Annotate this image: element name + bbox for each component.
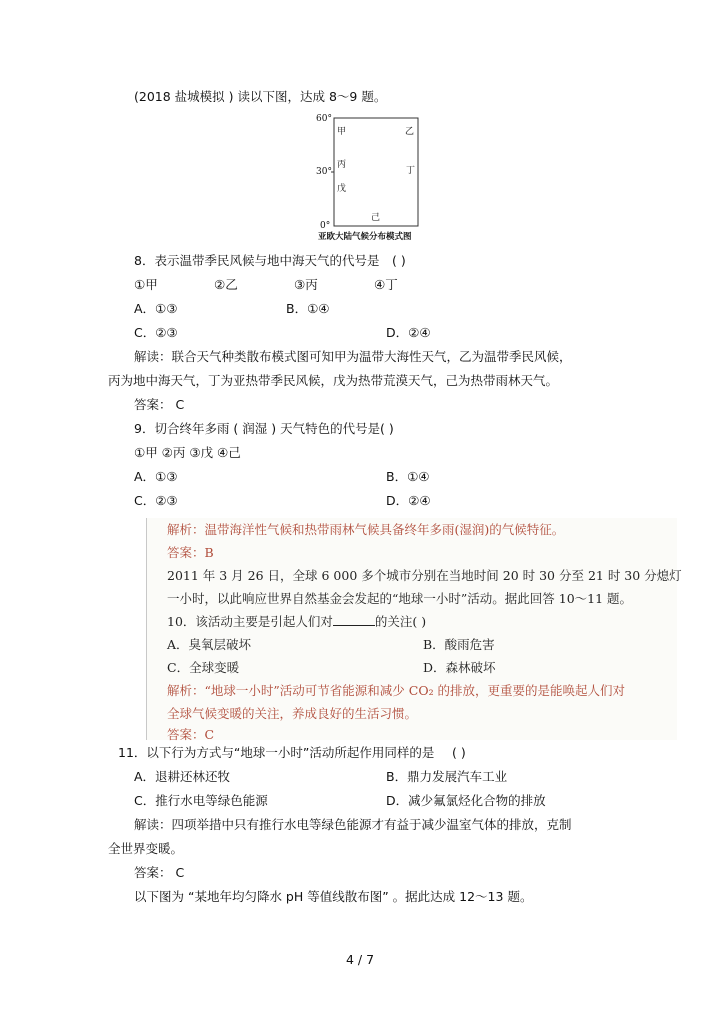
scan-q10-choice-b: B．酸雨危害 bbox=[423, 637, 495, 652]
q11-analysis-line-2: 全世界变暖。 bbox=[108, 841, 184, 856]
q8-choice-d: D．②④ bbox=[386, 325, 431, 340]
scan-q10-choice-a: A．臭氧层破坏 bbox=[167, 637, 252, 652]
scan-q10-blank bbox=[333, 615, 375, 626]
q8-choice-b: B．①④ bbox=[286, 301, 330, 316]
lat-60-label: 60° bbox=[316, 114, 332, 124]
q9-choice-c: C．②③ bbox=[134, 493, 178, 508]
scan-intro-line-1: 2011 年 3 月 26 日，全球 6 000 多个城市分别在当地时间 20 时 30 分至 21 时 30 分熄灯 bbox=[167, 568, 682, 583]
q11-choice-d: D．减少氟氯烃化合物的排放 bbox=[386, 793, 546, 808]
lat-30-label: 30° bbox=[316, 167, 332, 177]
q11-choice-a: A．退耕还林还牧 bbox=[134, 769, 231, 784]
q8-paren: ( ) bbox=[392, 253, 406, 268]
scan-q10-choice-d: D．森林破坏 bbox=[423, 660, 496, 675]
scan-q10-stem bbox=[167, 614, 426, 630]
intro-text: (2018 盐城模拟 ) 读以下图，达成 8～9 题。 bbox=[134, 89, 387, 104]
scan-analysis-9: 解析：温带海洋性气候和热带雨林气候具备终年多雨(湿润)的气候特征。 bbox=[167, 522, 565, 537]
scan-q10-stem-a: 10．该活动主要是引起人们对 bbox=[167, 614, 333, 629]
q8-answer: 答案： C bbox=[134, 397, 185, 412]
scan-q10-choice-c: C．全球变暖 bbox=[167, 660, 240, 675]
label-wu: 戊 bbox=[337, 184, 347, 194]
scanned-insert bbox=[146, 518, 682, 742]
q9-stem: 9．切合终年多雨 ( 润湿 ) 天气特色的代号是 bbox=[134, 421, 381, 436]
q8-choice-c: C．②③ bbox=[134, 325, 178, 340]
q9-options: ①甲 ②丙 ③戊 ④己 bbox=[134, 445, 241, 460]
q9-choice-b: B．①④ bbox=[386, 469, 430, 484]
label-jia: 甲 bbox=[337, 127, 347, 137]
q11-analysis-line-1: 解读：四项举措中只有推行水电等绿色能源才有益于减少温室气体的排放，克制 bbox=[134, 817, 572, 832]
q8-option-3: ③丙 bbox=[294, 277, 318, 292]
q8-option-1: ①甲 bbox=[134, 277, 158, 292]
q9-choice-d: D．②④ bbox=[386, 493, 431, 508]
page-number: 4 / 7 bbox=[346, 952, 375, 967]
q11-choice-c: C．推行水电等绿色能源 bbox=[134, 793, 268, 808]
label-ding: 丁 bbox=[406, 166, 416, 176]
q8-option-2: ②乙 bbox=[214, 277, 238, 292]
scan-answer-10: 答案：C bbox=[167, 727, 215, 742]
q8-analysis-line-2: 丙为地中海天气，丁为亚热带季民风候，戊为热带荒漠天气，己为热带雨林天气。 bbox=[108, 373, 559, 388]
next-passage-intro: 以下图为 “某地年均匀降水 pH 等值线散布图” 。据此达成 12～13 题。 bbox=[134, 889, 533, 904]
q11-choice-b: B．鼎力发展汽车工业 bbox=[386, 769, 508, 784]
q9-choice-a: A．①③ bbox=[134, 469, 178, 484]
q11-paren: ( ) bbox=[452, 745, 466, 760]
label-ji: 己 bbox=[371, 213, 381, 223]
lat-0-label: 0° bbox=[320, 221, 331, 231]
q8-choice-a: A．①③ bbox=[134, 301, 178, 316]
figure-caption: 亚欧大陆气候分布模式图 bbox=[318, 232, 412, 242]
q9-paren: ( ) bbox=[380, 421, 394, 436]
scan-analysis-10-line-2: 全球气候变暖的关注，养成良好的生活习惯。 bbox=[167, 706, 418, 721]
q8-analysis-line-1: 解读：联合天气种类散布模式图可知甲为温带大海性天气，乙为温带季民风候， bbox=[134, 349, 572, 364]
climate-distribution-figure bbox=[316, 112, 428, 246]
q11-stem: 11．以下行为方式与“地球一小时”活动所起作用同样的是 bbox=[118, 745, 435, 760]
q11-answer: 答案： C bbox=[134, 865, 185, 880]
q8-option-4: ④丁 bbox=[374, 277, 398, 292]
scan-intro-line-2: 一小时，以此响应世界自然基金会发起的“地球一小时”活动。据此回答 10～11 题。 bbox=[167, 591, 633, 606]
scan-answer-9: 答案：B bbox=[167, 545, 214, 560]
scan-q10-stem-b: 的关注( ) bbox=[374, 614, 427, 629]
scan-analysis-10-line-1: 解析：“地球一小时”活动可节省能源和减少 CO₂ 的排放，更重要的是能唤起人们对 bbox=[167, 683, 626, 698]
label-yi: 乙 bbox=[405, 127, 415, 137]
q8-stem: 8．表示温带季民风候与地中海天气的代号是 bbox=[134, 253, 380, 268]
label-bing: 丙 bbox=[337, 160, 347, 170]
